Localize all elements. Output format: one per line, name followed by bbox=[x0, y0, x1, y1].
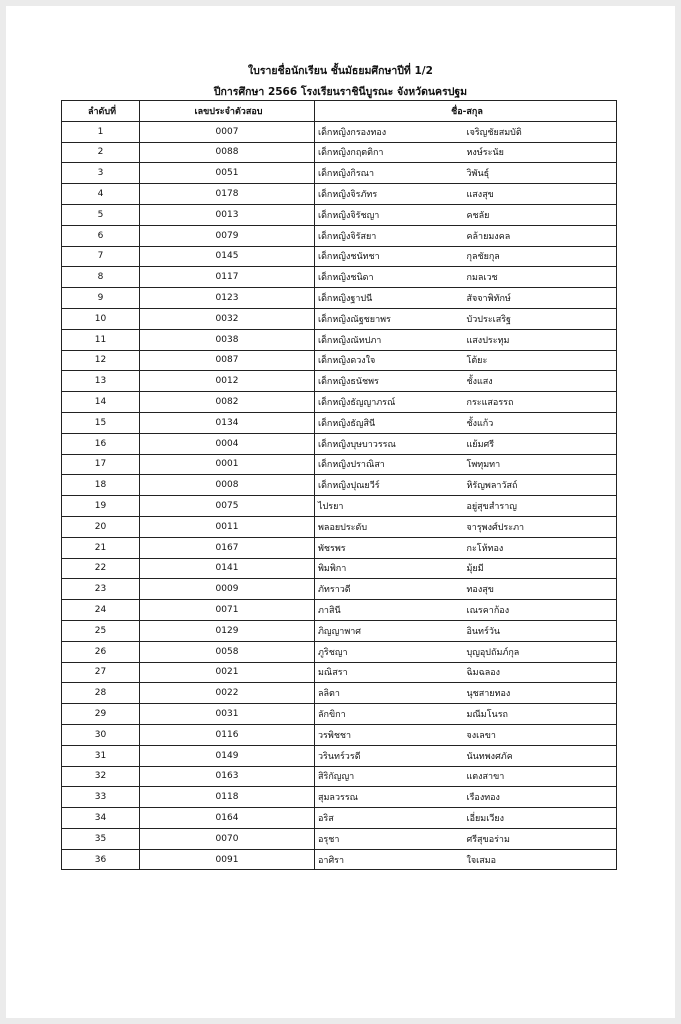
exam-id: 0091 bbox=[140, 849, 315, 870]
student-first-name: เด็กหญิงธนัชพร bbox=[315, 371, 465, 392]
student-first-name: พลอยประดับ bbox=[315, 516, 465, 537]
exam-id: 0082 bbox=[140, 392, 315, 413]
student-last-name: เอี่ยมเวียง bbox=[465, 808, 617, 829]
header-exam-id: เลขประจำตัวสอบ bbox=[140, 101, 315, 122]
table-row bbox=[62, 371, 617, 392]
student-first-name: ไปรยา bbox=[315, 496, 465, 517]
row-number: 30 bbox=[62, 724, 140, 745]
student-first-name: วรพิชชา bbox=[315, 724, 465, 745]
student-first-name: สิริกัญญา bbox=[315, 766, 465, 787]
student-list-table bbox=[61, 100, 617, 870]
table-row bbox=[62, 787, 617, 808]
row-number: 2 bbox=[62, 142, 140, 163]
exam-id: 0079 bbox=[140, 225, 315, 246]
row-number: 20 bbox=[62, 516, 140, 537]
table-row bbox=[62, 579, 617, 600]
student-last-name: กมลเวช bbox=[465, 267, 617, 288]
student-last-name: อยู่สุขสำราญ bbox=[465, 496, 617, 517]
row-number: 5 bbox=[62, 204, 140, 225]
student-last-name: โพทุมทา bbox=[465, 454, 617, 475]
student-first-name: มณิสรา bbox=[315, 662, 465, 683]
student-last-name: กระแสอรรถ bbox=[465, 392, 617, 413]
student-first-name: เด็กหญิงชนิดา bbox=[315, 267, 465, 288]
student-last-name: สัจจาพิทักษ์ bbox=[465, 288, 617, 309]
row-number: 11 bbox=[62, 329, 140, 350]
row-number: 9 bbox=[62, 288, 140, 309]
exam-id: 0009 bbox=[140, 579, 315, 600]
row-number: 31 bbox=[62, 745, 140, 766]
row-number: 17 bbox=[62, 454, 140, 475]
student-last-name: จงเลขา bbox=[465, 724, 617, 745]
exam-id: 0021 bbox=[140, 662, 315, 683]
exam-id: 0013 bbox=[140, 204, 315, 225]
exam-id: 0007 bbox=[140, 121, 315, 142]
table-row bbox=[62, 308, 617, 329]
student-last-name: แย้มศรี bbox=[465, 433, 617, 454]
student-first-name: ภูริชญา bbox=[315, 641, 465, 662]
row-number: 8 bbox=[62, 267, 140, 288]
student-first-name: เด็กหญิงปุณยวีร์ bbox=[315, 475, 465, 496]
exam-id: 0011 bbox=[140, 516, 315, 537]
student-last-name: ชั้งแสง bbox=[465, 371, 617, 392]
table-row bbox=[62, 641, 617, 662]
exam-id: 0116 bbox=[140, 724, 315, 745]
table-row bbox=[62, 433, 617, 454]
student-last-name: เรืองทอง bbox=[465, 787, 617, 808]
student-last-name: บุญอุปถัมภ์กุล bbox=[465, 641, 617, 662]
student-last-name: แสงประทุม bbox=[465, 329, 617, 350]
exam-id: 0134 bbox=[140, 412, 315, 433]
student-last-name: ทองสุข bbox=[465, 579, 617, 600]
student-first-name: เด็กหญิงชนัทชา bbox=[315, 246, 465, 267]
exam-id: 0004 bbox=[140, 433, 315, 454]
row-number: 27 bbox=[62, 662, 140, 683]
table-row bbox=[62, 620, 617, 641]
exam-id: 0022 bbox=[140, 683, 315, 704]
table-row bbox=[62, 163, 617, 184]
table-row bbox=[62, 121, 617, 142]
exam-id: 0164 bbox=[140, 808, 315, 829]
row-number: 32 bbox=[62, 766, 140, 787]
document-title: ใบรายชื่อนักเรียน ชั้นมัธยมศึกษาปีที่ 1/2 bbox=[248, 65, 433, 77]
row-number: 15 bbox=[62, 412, 140, 433]
row-number: 19 bbox=[62, 496, 140, 517]
student-last-name: ศรีสุขอร่าม bbox=[465, 828, 617, 849]
row-number: 25 bbox=[62, 620, 140, 641]
exam-id: 0149 bbox=[140, 745, 315, 766]
exam-id: 0032 bbox=[140, 308, 315, 329]
exam-id: 0118 bbox=[140, 787, 315, 808]
student-last-name: โต้ยะ bbox=[465, 350, 617, 371]
student-first-name: ลลิตา bbox=[315, 683, 465, 704]
exam-id: 0031 bbox=[140, 704, 315, 725]
table-row bbox=[62, 537, 617, 558]
student-last-name: อินทร์วัน bbox=[465, 620, 617, 641]
student-last-name: เจริญชัยสมบัติ bbox=[465, 121, 617, 142]
exam-id: 0163 bbox=[140, 766, 315, 787]
student-first-name: เด็กหญิงกฤตติกา bbox=[315, 142, 465, 163]
table-row bbox=[62, 496, 617, 517]
table-row bbox=[62, 745, 617, 766]
student-last-name: นันทพงศภัค bbox=[465, 745, 617, 766]
student-last-name: คชลัย bbox=[465, 204, 617, 225]
student-last-name: หงษ์ระนัย bbox=[465, 142, 617, 163]
table-row bbox=[62, 246, 617, 267]
row-number: 14 bbox=[62, 392, 140, 413]
exam-id: 0178 bbox=[140, 184, 315, 205]
exam-id: 0051 bbox=[140, 163, 315, 184]
table-row bbox=[62, 558, 617, 579]
table-row bbox=[62, 475, 617, 496]
student-first-name: อรุชา bbox=[315, 828, 465, 849]
exam-id: 0087 bbox=[140, 350, 315, 371]
student-first-name: เด็กหญิงปราณิสา bbox=[315, 454, 465, 475]
student-last-name: กะโห้ทอง bbox=[465, 537, 617, 558]
row-number: 36 bbox=[62, 849, 140, 870]
student-last-name: มณีมโนรถ bbox=[465, 704, 617, 725]
table-row bbox=[62, 683, 617, 704]
row-number: 23 bbox=[62, 579, 140, 600]
student-first-name: สุมลวรรณ bbox=[315, 787, 465, 808]
table-row bbox=[62, 184, 617, 205]
exam-id: 0012 bbox=[140, 371, 315, 392]
document-subtitle: ปีการศึกษา 2566 โรงเรียนราชินีบูรณะ จังหวัดนครปฐม bbox=[213, 86, 468, 98]
student-first-name: เด็กหญิงฐาปนี bbox=[315, 288, 465, 309]
student-first-name: เด็กหญิงณัทปภา bbox=[315, 329, 465, 350]
row-number: 26 bbox=[62, 641, 140, 662]
student-last-name: วิพันธุ์ bbox=[465, 163, 617, 184]
table-row bbox=[62, 329, 617, 350]
student-last-name: ฉิมฉลอง bbox=[465, 662, 617, 683]
student-first-name: ภาสินี bbox=[315, 600, 465, 621]
row-number: 4 bbox=[62, 184, 140, 205]
student-first-name: พัชรพร bbox=[315, 537, 465, 558]
table-row bbox=[62, 412, 617, 433]
student-first-name: เด็กหญิงดวงใจ bbox=[315, 350, 465, 371]
row-number: 13 bbox=[62, 371, 140, 392]
row-number: 18 bbox=[62, 475, 140, 496]
table-row bbox=[62, 808, 617, 829]
exam-id: 0088 bbox=[140, 142, 315, 163]
row-number: 12 bbox=[62, 350, 140, 371]
table-row bbox=[62, 849, 617, 870]
table-row bbox=[62, 704, 617, 725]
table-body bbox=[62, 121, 617, 870]
student-last-name: ใจเสมอ bbox=[465, 849, 617, 870]
student-first-name: เด็กหญิงธัญญาภรณ์ bbox=[315, 392, 465, 413]
row-number: 1 bbox=[62, 121, 140, 142]
exam-id: 0117 bbox=[140, 267, 315, 288]
row-number: 21 bbox=[62, 537, 140, 558]
student-first-name: ภิญญาพาศ bbox=[315, 620, 465, 641]
row-number: 34 bbox=[62, 808, 140, 829]
exam-id: 0001 bbox=[140, 454, 315, 475]
row-number: 29 bbox=[62, 704, 140, 725]
table-row bbox=[62, 766, 617, 787]
exam-id: 0008 bbox=[140, 475, 315, 496]
exam-id: 0058 bbox=[140, 641, 315, 662]
table-row bbox=[62, 600, 617, 621]
exam-id: 0071 bbox=[140, 600, 315, 621]
student-last-name: กุลชัยกุล bbox=[465, 246, 617, 267]
table-row bbox=[62, 454, 617, 475]
student-first-name: เด็กหญิงบุษบาวรรณ bbox=[315, 433, 465, 454]
student-first-name: อริส bbox=[315, 808, 465, 829]
student-last-name: แสงสุข bbox=[465, 184, 617, 205]
exam-id: 0167 bbox=[140, 537, 315, 558]
student-first-name: เด็กหญิงจิรัชญา bbox=[315, 204, 465, 225]
student-last-name: มุ้ยมี bbox=[465, 558, 617, 579]
row-number: 16 bbox=[62, 433, 140, 454]
student-first-name: เด็กหญิงกรองทอง bbox=[315, 121, 465, 142]
exam-id: 0141 bbox=[140, 558, 315, 579]
table-header-row bbox=[62, 101, 617, 122]
student-first-name: เด็กหญิงจิรัสยา bbox=[315, 225, 465, 246]
student-first-name: ภัทราวดี bbox=[315, 579, 465, 600]
row-number: 24 bbox=[62, 600, 140, 621]
row-number: 35 bbox=[62, 828, 140, 849]
student-first-name: เด็กหญิงธัญสินี bbox=[315, 412, 465, 433]
table-row bbox=[62, 392, 617, 413]
student-first-name: เด็กหญิงกิรณา bbox=[315, 163, 465, 184]
row-number: 28 bbox=[62, 683, 140, 704]
student-last-name: นุชสายทอง bbox=[465, 683, 617, 704]
row-number: 6 bbox=[62, 225, 140, 246]
table-row bbox=[62, 288, 617, 309]
student-first-name: เด็กหญิงจิรภัทร bbox=[315, 184, 465, 205]
exam-id: 0123 bbox=[140, 288, 315, 309]
row-number: 33 bbox=[62, 787, 140, 808]
table-row bbox=[62, 350, 617, 371]
student-last-name: เณรคาก้อง bbox=[465, 600, 617, 621]
exam-id: 0070 bbox=[140, 828, 315, 849]
student-last-name: ชั้งแก้ว bbox=[465, 412, 617, 433]
student-first-name: พิมพิกา bbox=[315, 558, 465, 579]
table-row bbox=[62, 828, 617, 849]
student-first-name: อาศิรา bbox=[315, 849, 465, 870]
exam-id: 0075 bbox=[140, 496, 315, 517]
exam-id: 0038 bbox=[140, 329, 315, 350]
exam-id: 0129 bbox=[140, 620, 315, 641]
table-row bbox=[62, 662, 617, 683]
header-name: ชื่อ-สกุล bbox=[315, 101, 617, 122]
exam-id: 0145 bbox=[140, 246, 315, 267]
row-number: 7 bbox=[62, 246, 140, 267]
student-first-name: ลักขิกา bbox=[315, 704, 465, 725]
student-last-name: จารุพงศ์ประภา bbox=[465, 516, 617, 537]
table-row bbox=[62, 516, 617, 537]
row-number: 3 bbox=[62, 163, 140, 184]
student-last-name: คล้ายมงคล bbox=[465, 225, 617, 246]
table-row bbox=[62, 225, 617, 246]
student-first-name: เด็กหญิงณัฐชยาพร bbox=[315, 308, 465, 329]
table-row bbox=[62, 142, 617, 163]
student-last-name: แตงสาขา bbox=[465, 766, 617, 787]
row-number: 10 bbox=[62, 308, 140, 329]
header-no: ลำดับที่ bbox=[62, 101, 140, 122]
student-last-name: หิรัญพลาวัสถ์ bbox=[465, 475, 617, 496]
table-row bbox=[62, 204, 617, 225]
table-row bbox=[62, 724, 617, 745]
student-first-name: วรินทร์วรดี bbox=[315, 745, 465, 766]
student-last-name: บัวประเสริฐ bbox=[465, 308, 617, 329]
table-row bbox=[62, 267, 617, 288]
row-number: 22 bbox=[62, 558, 140, 579]
